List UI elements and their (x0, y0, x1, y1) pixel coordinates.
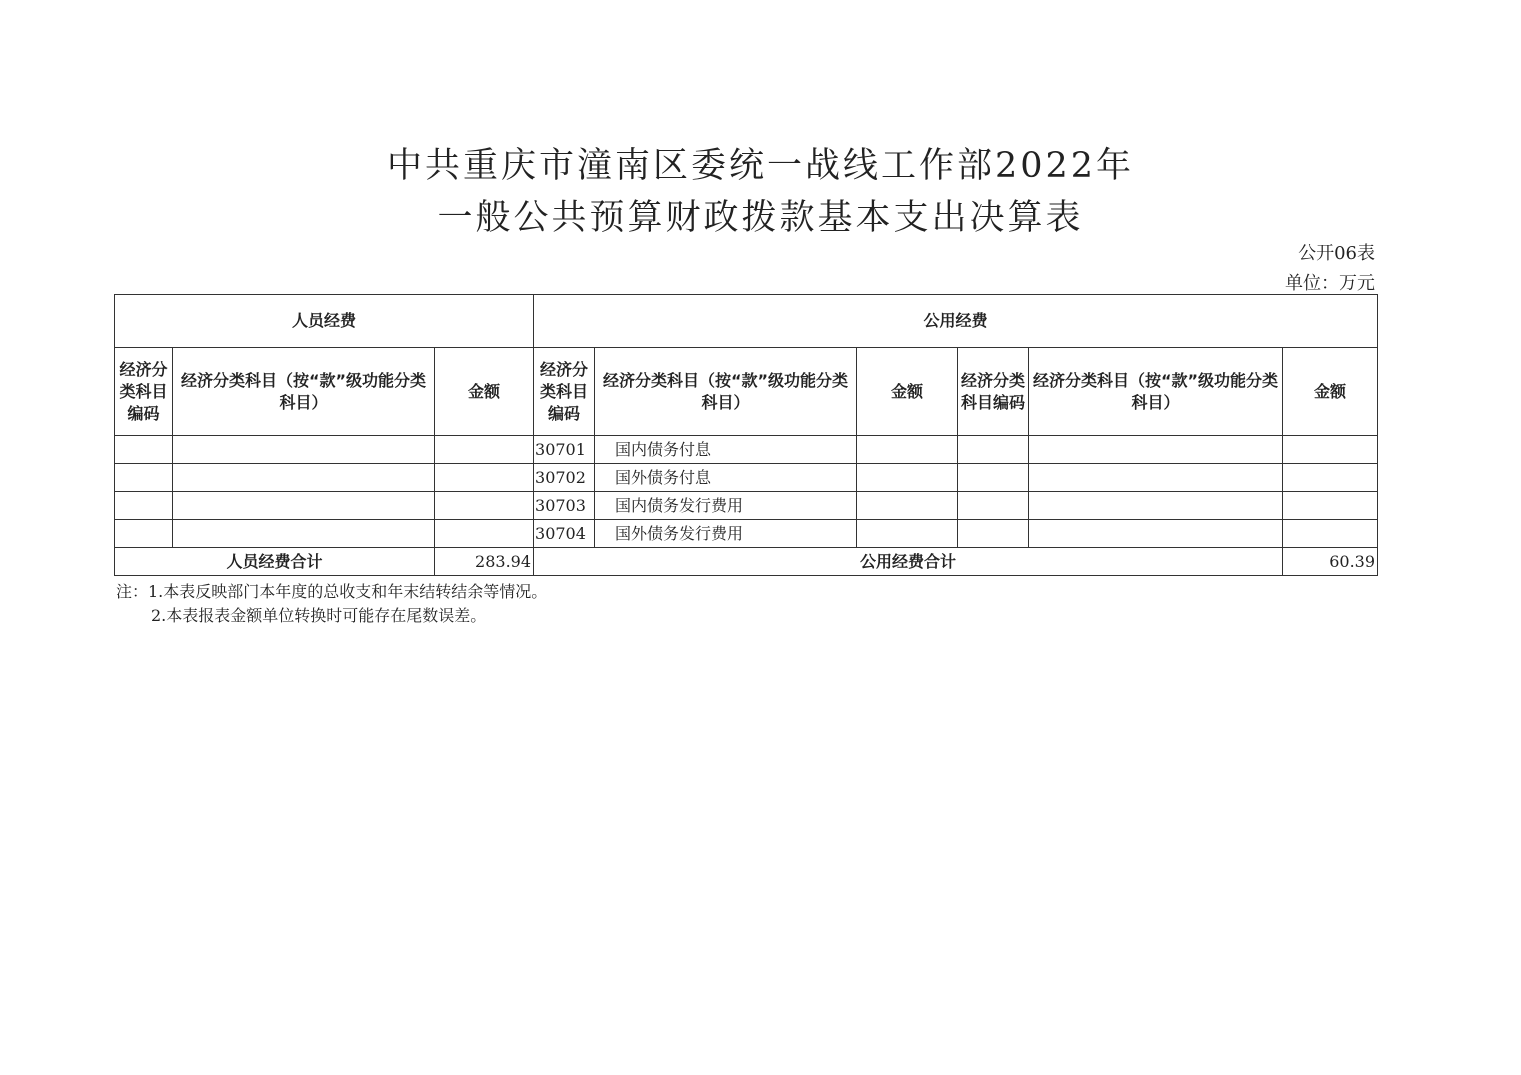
row-name: 国内债务付息 (595, 436, 857, 464)
report-title-line2: 一般公共预算财政拨款基本支出决算表 (437, 198, 1084, 238)
personnel-total-value: 283.94 (435, 548, 534, 576)
footnote-1: 注：1.本表反映部门本年度的总收支和年末结转结余等情况。 (116, 582, 548, 601)
row-code: 30701 (534, 436, 595, 464)
expenditure-table (114, 294, 1378, 576)
col-name-header: 经济分类科目（按“款”级功能分类科目） (595, 348, 857, 436)
row-name: 国内债务发行费用 (595, 492, 857, 520)
table-number: 公开06表 (1298, 243, 1375, 264)
table-row (115, 436, 1378, 464)
row-code: 30704 (534, 520, 595, 548)
table-row (115, 492, 1378, 520)
table-row (115, 520, 1378, 548)
col-amount-header: 金额 (1283, 348, 1378, 436)
col-code-header: 经济分类科目编码 (115, 348, 173, 436)
col-name-header: 经济分类科目（按“款”级功能分类科目） (173, 348, 435, 436)
section-public: 公用经费 (534, 295, 1378, 348)
col-amount-header: 金额 (857, 348, 958, 436)
section-header-row (115, 295, 1378, 348)
col-code-header: 经济分类科目编码 (534, 348, 595, 436)
col-name-header: 经济分类科目（按“款”级功能分类科目） (1029, 348, 1283, 436)
footnote-2: 2.本表报表金额单位转换时可能存在尾数误差。 (151, 606, 487, 625)
col-amount-header: 金额 (435, 348, 534, 436)
public-total-value: 60.39 (1283, 548, 1378, 576)
report-title-line1: 中共重庆市潼南区委统一战线工作部2022年 (386, 146, 1135, 186)
row-name: 国外债务付息 (595, 464, 857, 492)
unit-label: 单位：万元 (1285, 273, 1375, 294)
col-code-header: 经济分类科目编码 (958, 348, 1029, 436)
public-total-label: 公用经费合计 (534, 548, 1283, 576)
row-code: 30702 (534, 464, 595, 492)
total-row (115, 548, 1378, 576)
row-name: 国外债务发行费用 (595, 520, 857, 548)
personnel-total-label: 人员经费合计 (115, 548, 435, 576)
section-personnel: 人员经费 (115, 295, 534, 348)
column-header-row (115, 348, 1378, 436)
footnotes (116, 580, 547, 628)
row-code: 30703 (534, 492, 595, 520)
table-row (115, 464, 1378, 492)
